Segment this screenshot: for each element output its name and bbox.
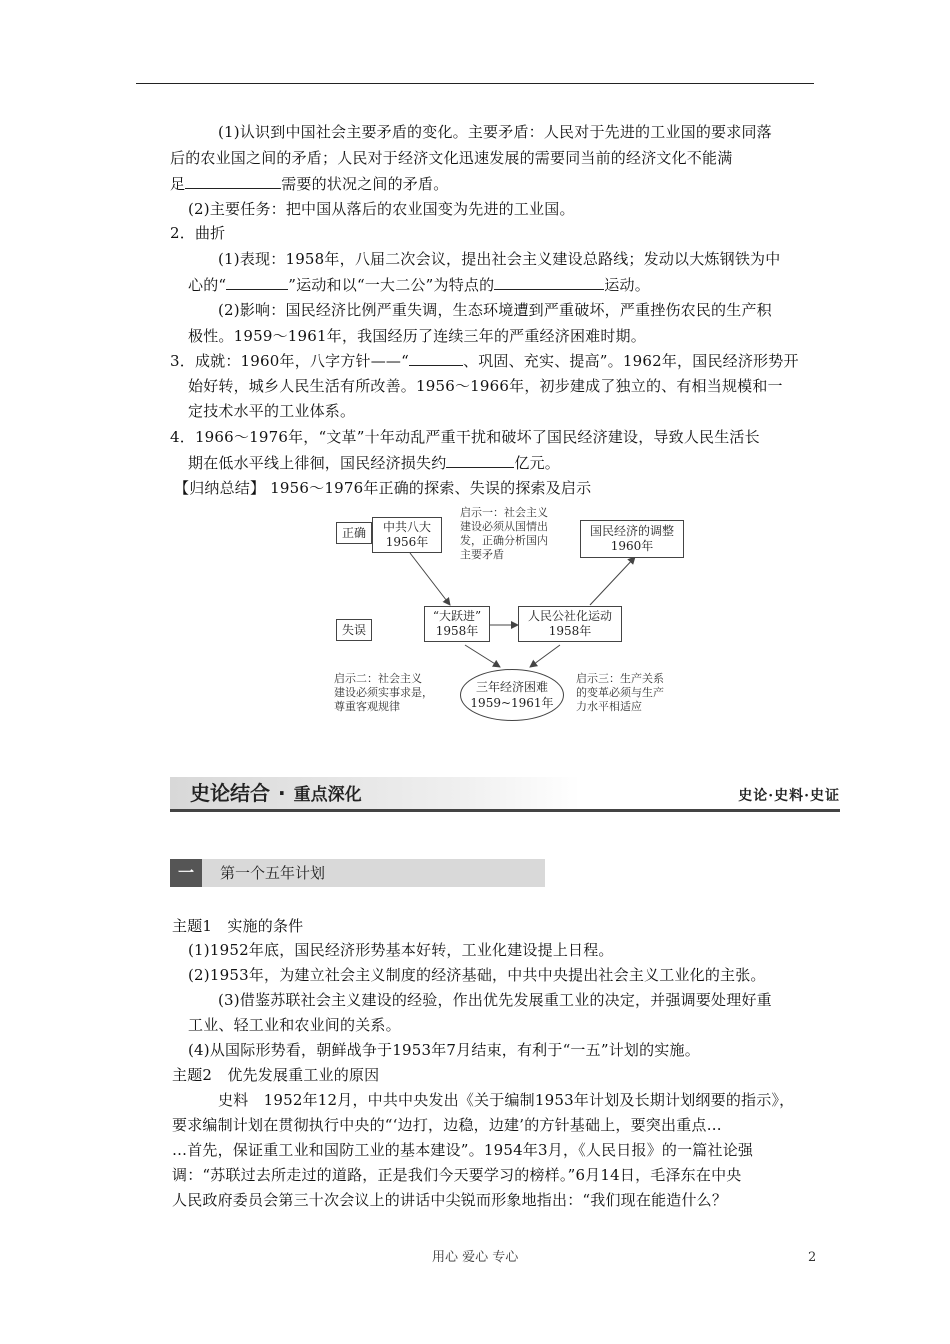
text-segment: 4．1966～1976年，“文革”十年动乱严重干扰和破坏了国民经济建设，导致人民生活长 bbox=[170, 428, 760, 446]
arrow-commune-to-hardship bbox=[530, 645, 560, 667]
page-number: 2 bbox=[808, 1250, 817, 1265]
box-8th-congress-year: 1956年 bbox=[385, 535, 429, 549]
ellipse-hardship bbox=[460, 669, 564, 721]
text-segment: 【归纳总结】 1956～1976年正确的探索、失误的探索及启示 bbox=[174, 479, 592, 497]
label-mistake bbox=[336, 619, 372, 641]
text-segment: 心的“ bbox=[188, 276, 227, 294]
text-segment: ”运动和以“一大二公”为特点的 bbox=[288, 276, 495, 294]
box-commune-year: 1958年 bbox=[548, 624, 592, 638]
banner-dot: · bbox=[278, 781, 286, 805]
text-line bbox=[188, 939, 614, 961]
text-segment: 史料 1952年12月，中共中央发出《关于编制1953年计划及长期计划纲要的指示》， bbox=[218, 1091, 795, 1109]
banner-subtitle: 重点深化 bbox=[293, 785, 362, 805]
box-adjustment-year: 1960年 bbox=[610, 539, 654, 553]
text-line bbox=[174, 477, 591, 499]
banner-title-main: 史论结合 bbox=[190, 781, 270, 805]
fill-in-blank bbox=[185, 174, 281, 189]
text-line bbox=[172, 1114, 722, 1136]
text-segment: 期在低水平线上徘徊，国民经济损失约 bbox=[188, 454, 447, 472]
box-great-leap bbox=[424, 606, 490, 642]
text-line bbox=[188, 1014, 401, 1036]
text-line bbox=[172, 1189, 727, 1211]
text-segment: 调：“苏联过去所走过的道路，正是我们今天要学习的榜样。”6月14日，毛泽东在中央 bbox=[172, 1166, 742, 1184]
text-line bbox=[188, 964, 766, 986]
ellipse-hardship-years: 1959~1961年 bbox=[470, 696, 554, 710]
text-line bbox=[170, 147, 732, 169]
box-great-leap-title: “大跃进” bbox=[432, 609, 482, 623]
text-segment: 主题1 实施的条件 bbox=[172, 917, 304, 935]
text-segment: 足 bbox=[170, 175, 186, 193]
text-line bbox=[170, 222, 225, 244]
label-correct-text: 正确 bbox=[341, 526, 366, 540]
text-line bbox=[172, 1064, 379, 1086]
text-line bbox=[218, 1089, 794, 1111]
text-line bbox=[170, 173, 448, 195]
text-segment: 定技术水平的工业体系。 bbox=[188, 402, 356, 420]
text-segment: 人民政府委员会第三十次会议上的讲话中尖锐而形象地指出：“我们现在能造什么？ bbox=[172, 1191, 728, 1209]
text-segment: (2)主要任务：把中国从落后的农业国变为先进的工业国。 bbox=[188, 200, 575, 218]
text-segment: 亿元。 bbox=[514, 454, 561, 472]
text-segment: (3)借鉴苏联社会主义建设的经验，作出优先发展重工业的决定，并强调要处理好重 bbox=[218, 991, 772, 1009]
box-8th-congress bbox=[372, 517, 442, 553]
text-line bbox=[188, 452, 560, 474]
label-mistake-text: 失误 bbox=[341, 623, 366, 637]
header-rule bbox=[136, 83, 814, 84]
fill-in-blank bbox=[446, 453, 514, 468]
ellipse-hardship-title: 三年经济困难 bbox=[475, 680, 548, 694]
text-line bbox=[188, 274, 650, 296]
text-line bbox=[170, 350, 799, 372]
box-adjustment bbox=[580, 520, 684, 558]
text-segment: (1)认识到中国社会主要矛盾的变化。主要矛盾：人民对于先进的工业国的要求同落 bbox=[218, 123, 772, 141]
text-line bbox=[218, 121, 772, 143]
text-line bbox=[172, 1139, 753, 1161]
arrow-commune-to-adjustment bbox=[590, 557, 635, 605]
fill-in-blank bbox=[494, 275, 604, 290]
banner-title bbox=[190, 781, 362, 807]
text-line bbox=[188, 198, 575, 220]
box-great-leap-year: 1958年 bbox=[435, 624, 479, 638]
text-segment: 2．曲折 bbox=[170, 224, 226, 242]
section-title: 第一个五年计划 bbox=[220, 864, 326, 882]
text-line bbox=[218, 248, 780, 270]
text-segment: 极性。1959～1961年，我国经历了连续三年的严重经济困难时期。 bbox=[188, 327, 646, 345]
fill-in-blank bbox=[226, 275, 288, 290]
box-commune bbox=[518, 606, 622, 642]
arrow-leap-to-hardship bbox=[465, 645, 500, 667]
text-segment: 始好转，城乡人民生活有所改善。1956～1966年，初步建成了独立的、有相当规模和一 bbox=[188, 377, 783, 395]
note-inspiration-2: 启示二：社会主义 建设必须实事求是， 尊重客观规律 bbox=[334, 672, 433, 713]
text-line bbox=[218, 299, 772, 321]
text-line bbox=[170, 426, 760, 448]
box-adjustment-title: 国民经济的调整 bbox=[589, 524, 674, 538]
text-segment: 运动。 bbox=[604, 276, 650, 294]
text-segment: (2)1953年，为建立社会主义制度的经济基础，中共中央提出社会主义工业化的主张。 bbox=[188, 966, 766, 984]
text-line bbox=[172, 1164, 741, 1186]
text-segment: 主题2 优先发展重工业的原因 bbox=[172, 1066, 380, 1084]
box-commune-title: 人民公社化运动 bbox=[527, 609, 612, 623]
section-number: 一 bbox=[170, 859, 202, 887]
arrow-congress-to-leap bbox=[410, 553, 450, 605]
text-segment: 需要的状况之间的矛盾。 bbox=[281, 175, 449, 193]
text-line bbox=[188, 1039, 700, 1061]
note-inspiration-1: 启示一：社会主义 建设必须从国情出 发，正确分析国内 主要矛盾 bbox=[460, 506, 548, 561]
text-segment: 3．成就：1960年，八字方针——“ bbox=[170, 352, 409, 370]
text-segment: 后的农业国之间的矛盾；人民对于经济文化迅速发展的需要同当前的经济文化不能满 bbox=[170, 149, 733, 167]
text-line bbox=[188, 400, 355, 422]
fill-in-blank bbox=[409, 351, 463, 366]
text-segment: 要求编制计划在贯彻执行中央的“‘边打，边稳，边建’的方针基础上，要突出重点… bbox=[172, 1116, 722, 1134]
text-line bbox=[188, 375, 783, 397]
text-segment: (2)影响：国民经济比例严重失调，生态环境遭到严重破坏，严重挫伤农民的生产积 bbox=[218, 301, 772, 319]
label-correct bbox=[336, 522, 372, 544]
text-line bbox=[218, 989, 772, 1011]
summary-diagram bbox=[330, 505, 690, 730]
footer-motto: 用心 爱心 专心 bbox=[432, 1250, 519, 1265]
text-segment: 、巩固、充实、提高”。1962年，国民经济形势开 bbox=[463, 352, 799, 370]
text-segment: 工业、轻工业和农业间的关系。 bbox=[188, 1016, 401, 1034]
text-segment: (4)从国际形势看，朝鲜战争于1953年7月结束，有利于“一五”计划的实施。 bbox=[188, 1041, 700, 1059]
text-line bbox=[188, 325, 646, 347]
note-inspiration-3: 启示三：生产关系 的变革必须与生产 力水平相适应 bbox=[576, 672, 664, 713]
text-segment: (1)表现：1958年，八届二次会议，提出社会主义建设总路线；发动以大炼钢铁为中 bbox=[218, 250, 781, 268]
text-segment: …首先，保证重工业和国防工业的基本建设”。1954年3月，《人民日报》的一篇社论强 bbox=[172, 1141, 754, 1159]
banner-rule bbox=[170, 809, 840, 812]
text-line bbox=[172, 915, 303, 937]
banner-right-label: 史论·史料·史证 bbox=[738, 788, 840, 804]
text-segment: (1)1952年底，国民经济形势基本好转，工业化建设提上日程。 bbox=[188, 941, 614, 959]
section-heading bbox=[170, 859, 545, 887]
box-8th-congress-title: 中共八大 bbox=[382, 520, 431, 534]
section-banner bbox=[170, 777, 840, 813]
